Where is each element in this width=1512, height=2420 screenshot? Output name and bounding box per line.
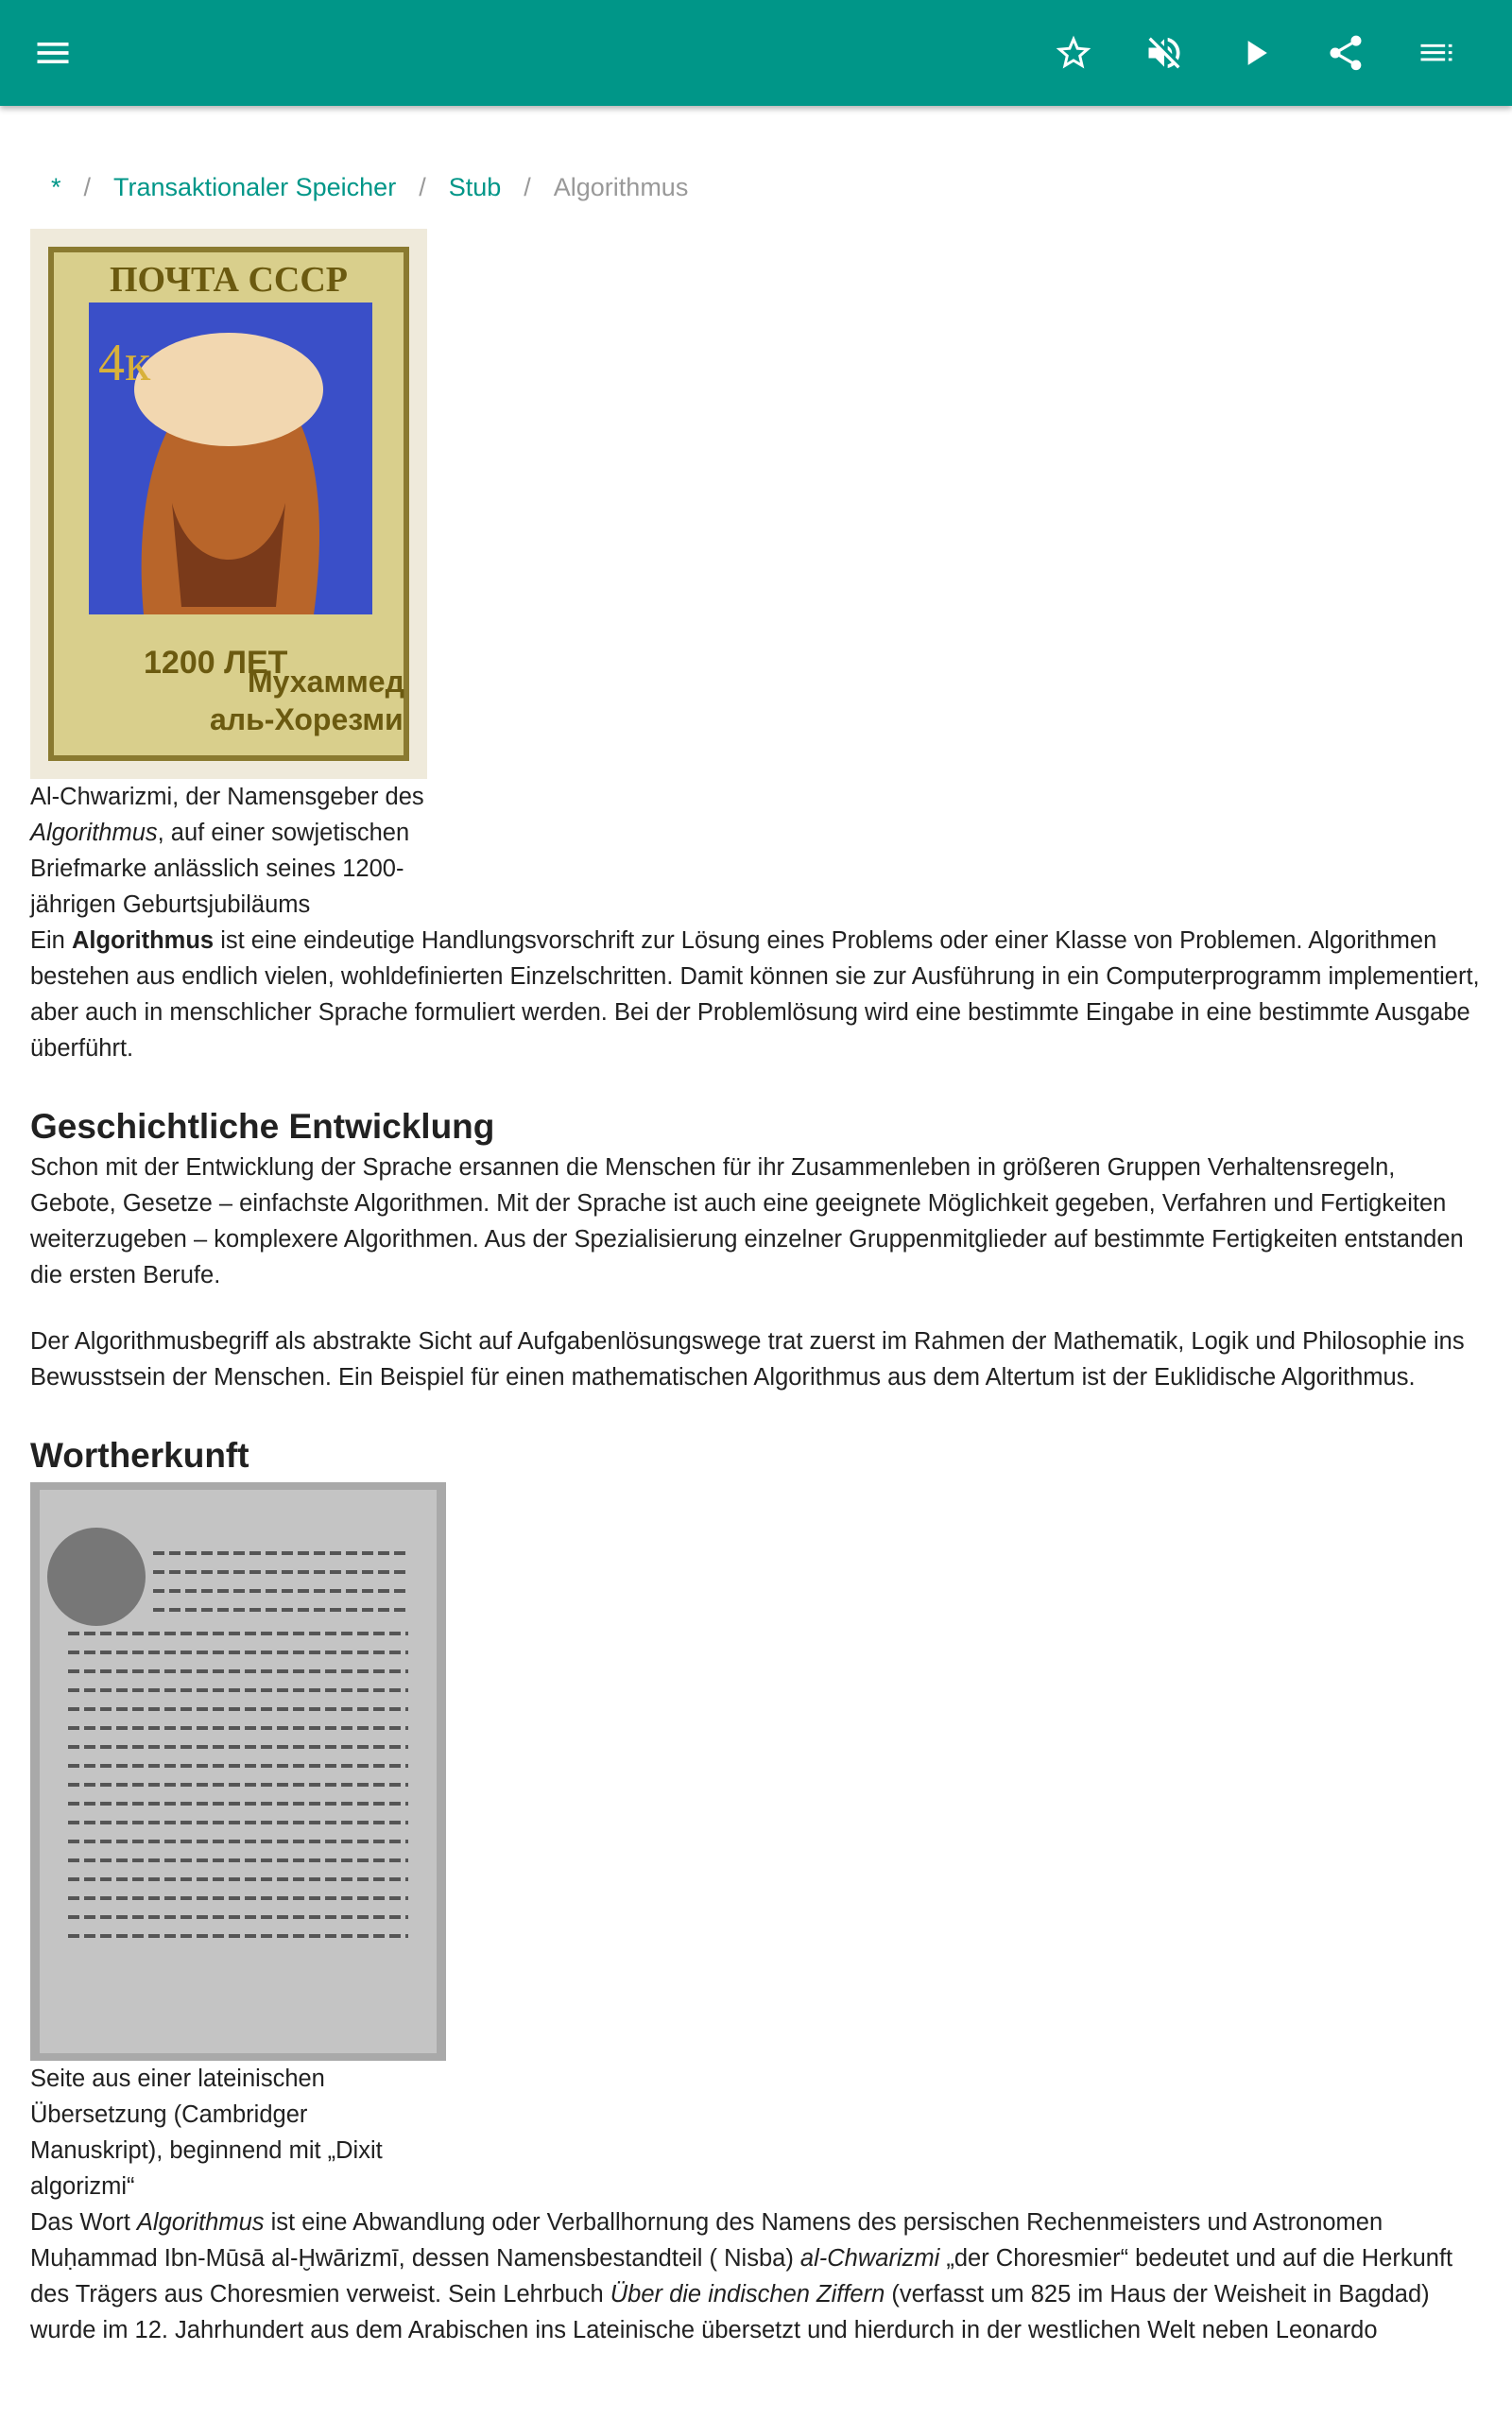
mute-button[interactable] — [1138, 26, 1191, 79]
stamp-value-text: 4к — [98, 334, 151, 392]
stamp-name-text: Мухаммед — [248, 665, 404, 699]
term-bold: Algorithmus — [71, 927, 215, 954]
play-button[interactable] — [1228, 26, 1281, 79]
text: ist eine Abwandlung oder Verballhornung des Namens des persischen Rechenmeisters und Astronomen Muḥammad Ibn-Mūsā al-Ḫwārizmī, dessen Namensbestandteil ( Nisba) — [30, 2209, 1383, 2272]
stamp-years-text: 1200 ЛЕТ — [144, 645, 288, 681]
text: „der Choresmier“ bedeutet und auf die Herkunft des Trägers aus Choresmien verweist. Sein Lehrbuch — [30, 2245, 1453, 2308]
breadcrumb — [30, 168, 1486, 206]
text: ist eine eindeutige Handlungsvorschrift zur Lösung eines Problems oder einer Klasse von Problemen. Algorithmen bestehen aus endlich vielen, wohldefinierten Einzelschritten. Damit können sie zur Ausführung in ein Computerprogramm implementiert, aber auch in menschlicher Sprache formuliert werden. Bei der Problemlösung wird eine bestimmte Eingabe in eine bestimmte Ausgabe überführt. — [30, 927, 1480, 1062]
breadcrumb-stub[interactable]: Stub — [448, 172, 502, 201]
text: Das Wort — [30, 2209, 137, 2236]
paragraph: Schon mit der Entwicklung der Sprache ersannen die Menschen für ihr Zusammenleben in größeren Gruppen Verhaltensregeln, Gebote, Gesetze – einfachste Algorithmen. Mit der Sprache ist auch eine geeignete Möglichkeit gegeben, Verfahren und Fertigkeiten weiterzugeben – komplexere Algorithmen. Aus der Spezialisierung einzelner Gruppenmitglieder auf bestimmte Fertigkeiten entstanden die ersten Berufe. — [30, 1154, 1464, 1288]
share-button[interactable] — [1319, 26, 1372, 79]
caption-emphasis: Algorithmus — [30, 820, 158, 846]
section-heading: Wortherkunft — [30, 1436, 249, 1475]
star-icon — [1053, 32, 1094, 74]
share-icon — [1325, 32, 1366, 74]
breadcrumb-separator: / — [83, 172, 92, 201]
emphasis: al-Chwarizmi — [799, 2245, 940, 2272]
menu-button[interactable] — [26, 26, 79, 79]
text: (verfasst um 825 im Haus der Weisheit in Bagdad) wurde im 12. Jahrhundert aus dem Arabischen ins Lateinische übersetzt und hierdurch in der westlichen Welt neben Leonardo — [30, 2281, 1430, 2343]
menu-icon — [32, 32, 74, 74]
playlist-icon — [1416, 32, 1457, 74]
breadcrumb-separator: / — [419, 172, 426, 201]
figure-caption — [30, 779, 446, 923]
stamp-image[interactable] — [30, 229, 427, 779]
paragraph — [30, 2204, 1486, 2348]
caption-text: Al-Chwarizmi, der Namensgeber des — [30, 784, 424, 810]
breadcrumb-current: Algorithmus — [553, 172, 689, 201]
paragraph: Der Algorithmusbegriff als abstrakte Sicht auf Aufgabenlösungswege trat zuerst im Rahmen der Mathematik, Logik und Philosophie ins Bewusstsein der Menschen. Ein Beispiel für einen mathematischen Algorithmus aus dem Altertum ist der Euklidische Algorithmus. — [30, 1328, 1465, 1391]
manuscript-image[interactable] — [30, 1482, 446, 2061]
section-heading: Geschichtliche Entwicklung — [30, 1107, 495, 1146]
favorite-button[interactable] — [1047, 26, 1100, 79]
mute-icon — [1143, 32, 1185, 74]
figure-caption: Seite aus einer lateinischen Übersetzung (Cambridger Manuskript), beginnend mit „Dixit algorizmi“ — [30, 2066, 383, 2200]
emphasis: Algorithmus — [136, 2209, 265, 2236]
article — [30, 106, 1486, 2348]
intro-paragraph — [30, 923, 1486, 1066]
text: Ein — [30, 927, 72, 954]
stamp-name-text: аль-Хорезми — [210, 702, 404, 736]
contents-button[interactable] — [1410, 26, 1463, 79]
breadcrumb-root[interactable]: * — [51, 172, 61, 201]
breadcrumb-separator: / — [524, 172, 531, 201]
caption-text: , auf einer sowjetischen Briefmarke anlässlich seines 1200-jährigen Geburtsjubiläums — [30, 820, 410, 918]
play-icon — [1234, 32, 1276, 74]
emphasis: Über die indischen Ziffern — [610, 2281, 885, 2308]
app-toolbar — [0, 0, 1512, 106]
breadcrumb-transaktionaler-speicher[interactable]: Transaktionaler Speicher — [113, 172, 397, 201]
stamp-country-text: ПОЧТА СССР — [110, 260, 348, 300]
